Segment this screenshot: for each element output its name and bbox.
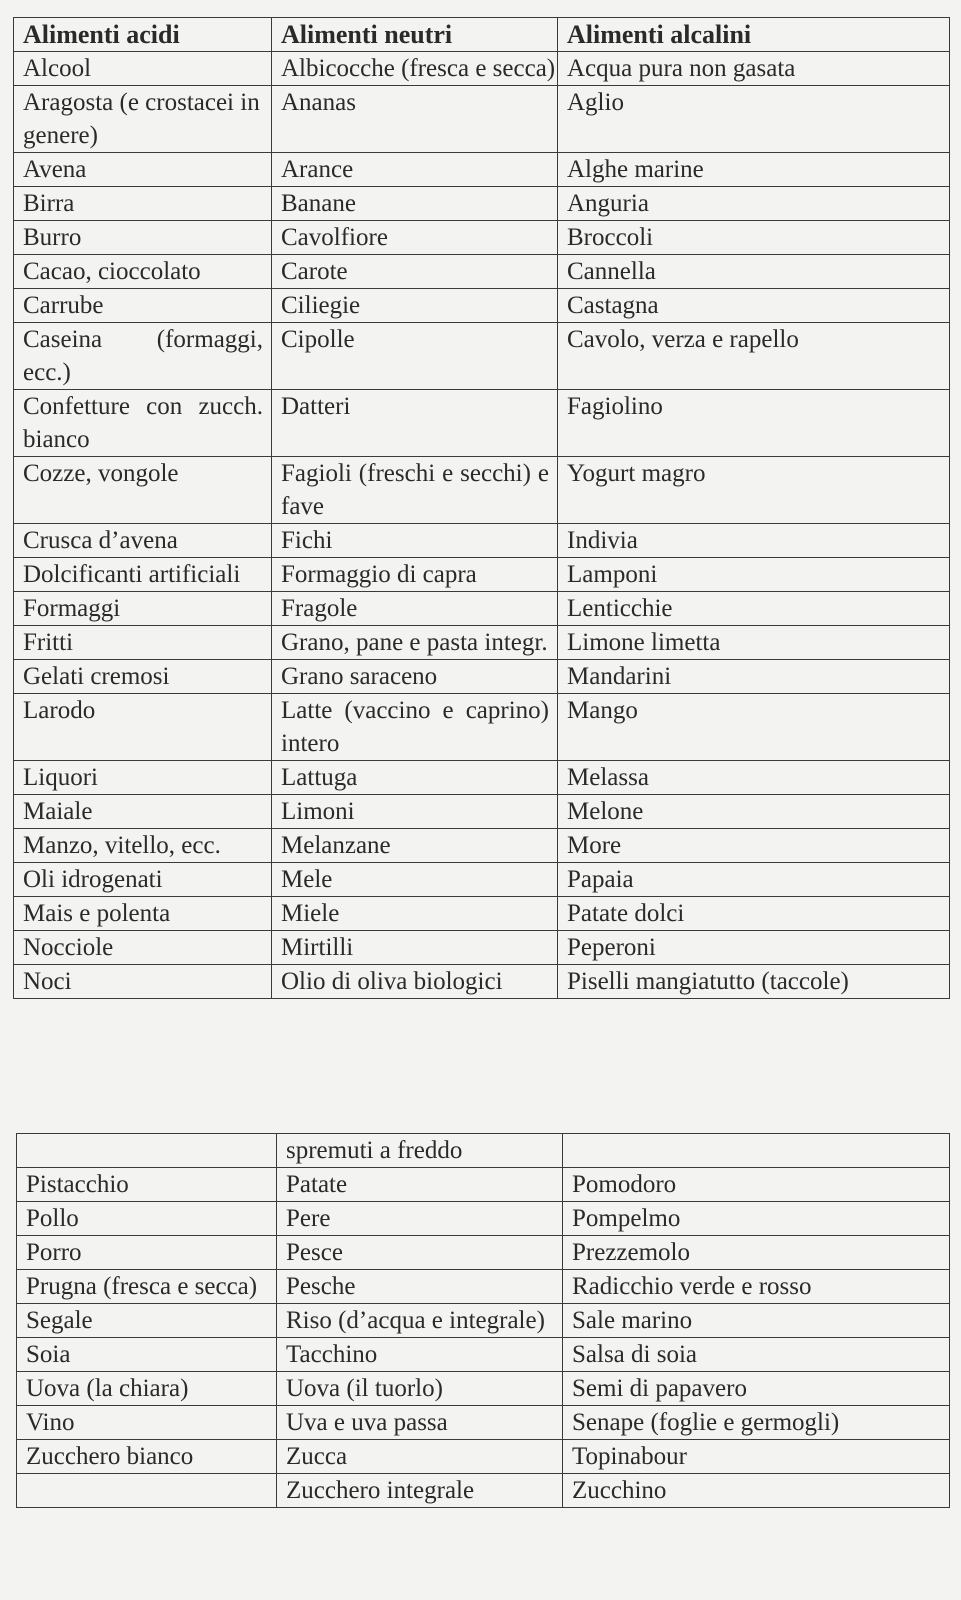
acidic-food-cell: Avena [14, 153, 272, 187]
acidic-food-cell: Cacao, cioccolato [14, 255, 272, 289]
table-row [14, 592, 950, 626]
neutral-food-cell: Uova (il tuorlo) [277, 1372, 563, 1406]
table-row [17, 1202, 950, 1236]
acidic-food-cell: Liquori [14, 761, 272, 795]
neutral-food-cell: Zucchero integrale [277, 1474, 563, 1508]
acidic-food-cell: Confetture con zucch. bianco [14, 390, 272, 457]
neutral-food-cell: Banane [272, 187, 558, 221]
alkaline-food-cell [563, 1134, 950, 1168]
neutral-food-cell: Latte (vaccino e caprino) intero [272, 694, 558, 761]
alkaline-food-cell: Radicchio verde e rosso [563, 1270, 950, 1304]
table-row [14, 558, 950, 592]
acidic-food-cell: Carrube [14, 289, 272, 323]
table-row [17, 1474, 950, 1508]
table-row [17, 1440, 950, 1474]
table-row [14, 255, 950, 289]
acidic-food-cell: Manzo, vitello, ecc. [14, 829, 272, 863]
alkaline-food-cell: Zucchino [563, 1474, 950, 1508]
neutral-food-cell: Pesche [277, 1270, 563, 1304]
alkaline-food-cell: Prezzemolo [563, 1236, 950, 1270]
table-row [14, 323, 950, 390]
alkaline-food-cell: Peperoni [558, 931, 950, 965]
acidic-food-cell: Segale [17, 1304, 277, 1338]
acidic-food-cell: Oli idrogenati [14, 863, 272, 897]
neutral-food-cell: Tacchino [277, 1338, 563, 1372]
acidic-food-cell: Pistacchio [17, 1168, 277, 1202]
neutral-food-cell: Fragole [272, 592, 558, 626]
table-row [14, 86, 950, 153]
neutral-food-cell: Mele [272, 863, 558, 897]
acidic-food-cell: Pollo [17, 1202, 277, 1236]
table-row [17, 1338, 950, 1372]
alkaline-food-cell: Pompelmo [563, 1202, 950, 1236]
table-row [14, 795, 950, 829]
table-row [14, 897, 950, 931]
acidic-food-cell: Porro [17, 1236, 277, 1270]
alkaline-food-cell: Piselli mangiatutto (taccole) [558, 965, 950, 999]
alkaline-food-cell: Semi di papavero [563, 1372, 950, 1406]
food-table-top [13, 17, 950, 999]
acidic-food-cell: Mais e polenta [14, 897, 272, 931]
food-table-bottom [16, 1133, 950, 1508]
neutral-food-cell: Melanzane [272, 829, 558, 863]
neutral-food-cell: Cavolfiore [272, 221, 558, 255]
table-row [14, 863, 950, 897]
alkaline-food-cell: Melone [558, 795, 950, 829]
alkaline-food-cell: Lenticchie [558, 592, 950, 626]
acidic-food-cell: Cozze, vongole [14, 457, 272, 524]
neutral-food-cell: spremuti a freddo [277, 1134, 563, 1168]
acidic-food-cell: Formaggi [14, 592, 272, 626]
alkaline-food-cell: Melassa [558, 761, 950, 795]
table-row [14, 221, 950, 255]
table-row [17, 1372, 950, 1406]
alkaline-food-cell: Limone limetta [558, 626, 950, 660]
acidic-food-cell: Zucchero bianco [17, 1440, 277, 1474]
acidic-food-cell: Caseina (formaggi, ecc.) [14, 323, 272, 390]
alkaline-food-cell: Cannella [558, 255, 950, 289]
alkaline-food-cell: Broccoli [558, 221, 950, 255]
neutral-food-cell: Lattuga [272, 761, 558, 795]
neutral-food-cell: Ciliegie [272, 289, 558, 323]
table-body-top [14, 52, 950, 999]
neutral-food-cell: Arance [272, 153, 558, 187]
alkaline-food-cell: Topinabour [563, 1440, 950, 1474]
neutral-food-cell: Uva e uva passa [277, 1406, 563, 1440]
alkaline-food-cell: Indivia [558, 524, 950, 558]
table-row [17, 1406, 950, 1440]
alkaline-food-cell: Alghe marine [558, 153, 950, 187]
alkaline-food-cell: Patate dolci [558, 897, 950, 931]
neutral-food-cell: Fichi [272, 524, 558, 558]
acidic-food-cell: Dolcificanti artificiali [14, 558, 272, 592]
table-row [14, 457, 950, 524]
neutral-food-cell: Riso (d’acqua e integrale) [277, 1304, 563, 1338]
acidic-food-cell: Birra [14, 187, 272, 221]
neutral-food-cell: Zucca [277, 1440, 563, 1474]
alkaline-food-cell: Cavolo, verza e rapello [558, 323, 950, 390]
acidic-food-cell: Alcool [14, 52, 272, 86]
acidic-food-cell: Larodo [14, 694, 272, 761]
alkaline-food-cell: Mandarini [558, 660, 950, 694]
table-row [17, 1304, 950, 1338]
alkaline-food-cell: Salsa di soia [563, 1338, 950, 1372]
neutral-food-cell: Grano, pane e pasta integr. [272, 626, 558, 660]
acidic-food-cell: Aragosta (e crostacei in genere) [14, 86, 272, 153]
acidic-food-cell: Crusca d’avena [14, 524, 272, 558]
acidic-food-cell: Vino [17, 1406, 277, 1440]
neutral-food-cell: Miele [272, 897, 558, 931]
neutral-food-cell: Pere [277, 1202, 563, 1236]
table-row [14, 52, 950, 86]
table-body-bottom [17, 1134, 950, 1508]
neutral-food-cell: Patate [277, 1168, 563, 1202]
table-row [17, 1168, 950, 1202]
neutral-food-cell: Pesce [277, 1236, 563, 1270]
header-acidic: Alimenti acidi [14, 18, 272, 52]
acidic-food-cell: Gelati cremosi [14, 660, 272, 694]
alkaline-food-cell: Aglio [558, 86, 950, 153]
acidic-food-cell: Uova (la chiara) [17, 1372, 277, 1406]
acidic-food-cell [17, 1134, 277, 1168]
table-row [17, 1236, 950, 1270]
acidic-food-cell: Soia [17, 1338, 277, 1372]
header-row [14, 18, 950, 52]
table-row [14, 390, 950, 457]
alkaline-food-cell: Sale marino [563, 1304, 950, 1338]
acidic-food-cell: Fritti [14, 626, 272, 660]
acidic-food-cell: Nocciole [14, 931, 272, 965]
alkaline-food-cell: Acqua pura non gasata [558, 52, 950, 86]
neutral-food-cell: Mirtilli [272, 931, 558, 965]
alkaline-food-cell: Pomodoro [563, 1168, 950, 1202]
alkaline-food-cell: Fagiolino [558, 390, 950, 457]
table-row [17, 1134, 950, 1168]
alkaline-food-cell: Senape (foglie e germogli) [563, 1406, 950, 1440]
neutral-food-cell: Olio di oliva biologici [272, 965, 558, 999]
table-row [14, 626, 950, 660]
alkaline-food-cell: Anguria [558, 187, 950, 221]
acidic-food-cell: Burro [14, 221, 272, 255]
neutral-food-cell: Datteri [272, 390, 558, 457]
neutral-food-cell: Fagioli (freschi e secchi) e fave [272, 457, 558, 524]
alkaline-food-cell: Papaia [558, 863, 950, 897]
neutral-food-cell: Ananas [272, 86, 558, 153]
table-row [14, 524, 950, 558]
header-neutral: Alimenti neutri [272, 18, 558, 52]
alkaline-food-cell: Lamponi [558, 558, 950, 592]
table-row [14, 694, 950, 761]
table-row [14, 829, 950, 863]
table-row [14, 153, 950, 187]
acidic-food-cell: Prugna (fresca e secca) [17, 1270, 277, 1304]
alkaline-food-cell: Mango [558, 694, 950, 761]
neutral-food-cell: Albicocche (fresca e secca) [272, 52, 558, 86]
acidic-food-cell [17, 1474, 277, 1508]
neutral-food-cell: Cipolle [272, 323, 558, 390]
alkaline-food-cell: Yogurt magro [558, 457, 950, 524]
neutral-food-cell: Carote [272, 255, 558, 289]
header-alkaline: Alimenti alcalini [558, 18, 950, 52]
table-row [14, 965, 950, 999]
acidic-food-cell: Noci [14, 965, 272, 999]
neutral-food-cell: Formaggio di capra [272, 558, 558, 592]
alkaline-food-cell: Castagna [558, 289, 950, 323]
table-row [17, 1270, 950, 1304]
table-row [14, 187, 950, 221]
table-row [14, 289, 950, 323]
neutral-food-cell: Limoni [272, 795, 558, 829]
acidic-food-cell: Maiale [14, 795, 272, 829]
alkaline-food-cell: More [558, 829, 950, 863]
neutral-food-cell: Grano saraceno [272, 660, 558, 694]
table-row [14, 761, 950, 795]
table-row [14, 660, 950, 694]
table-row [14, 931, 950, 965]
